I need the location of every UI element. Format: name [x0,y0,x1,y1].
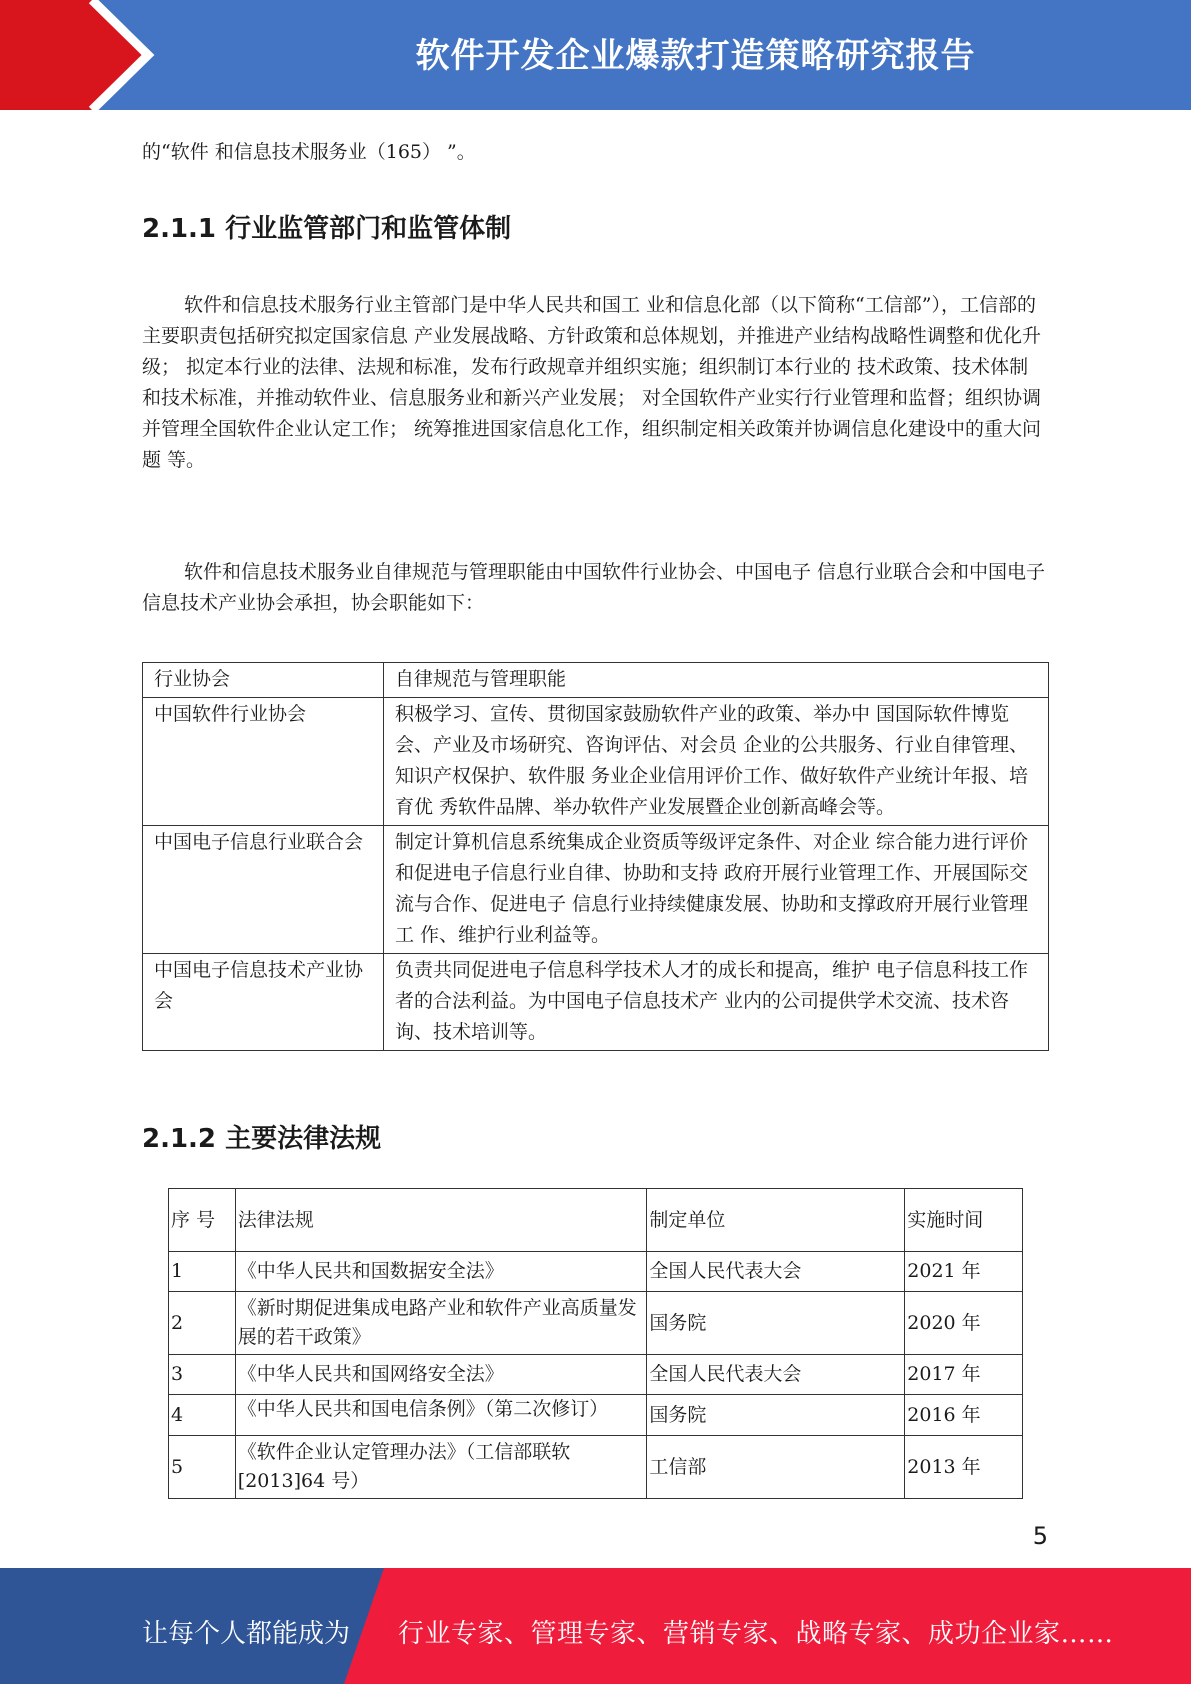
law-name-cell: 《新时期促进集成电路产业和软件产业高质量发展的若干政策》 [235,1292,647,1355]
effective-year-cell: 2020 年 [905,1292,1023,1355]
association-name-cell: 中国软件行业协会 [143,698,384,826]
law-name-cell: 《中华人民共和国数据安全法》 [235,1252,647,1292]
association-table [142,662,1049,1051]
association-duty-cell: 积极学习、宣传、贯彻国家鼓励软件产业的政策、举办中 国国际软件博览会、产业及市场研究、咨询评估、对会员 企业的公共服务、行业自律管理、知识产权保护、软件服 务业企业信用评价工作、做好软件产业统计年报、培育优 秀软件品牌、举办软件产业发展暨企业创新高峰会等。 [384,698,1049,826]
issuer-cell: 工信部 [647,1436,905,1499]
law-name-cell: 《软件企业认定管理办法》（工信部联软[2013]64 号） [235,1436,647,1499]
table-header-row [143,663,1049,698]
issuer-cell: 国务院 [647,1292,905,1355]
table-row [169,1252,1023,1292]
issuer-cell: 国务院 [647,1395,905,1436]
table-header-cell: 自律规范与管理职能 [384,663,1049,698]
table-row [169,1436,1023,1499]
footer-slogan-right: 行业专家、管理专家、营销专家、战略专家、成功企业家…… [398,1619,1114,1649]
laws-table [168,1188,1023,1499]
row-number-cell: 4 [169,1395,236,1436]
intro-line: 的“软件 和信息技术服务业（165） ”。 [142,141,476,163]
table-row [169,1395,1023,1436]
law-name-text: 《中华人民共和国电信条例》（第二次修订） [237,1398,609,1420]
association-duty-cell: 制定计算机信息系统集成企业资质等级评定条件、对企业 综合能力进行评价和促进电子信息行业自律、协助和支持 政府开展行业管理工作、开展国际交流与合作、促进电子 信息行业持续健康发展、协助和支撑政府开展行业管理工 作、维护行业利益等。 [384,826,1049,954]
page-number: 5 [1032,1522,1048,1550]
section-heading-2-1-2: 2.1.2 主要法律法规 [142,1124,382,1154]
page-footer [0,1568,1191,1684]
table-header-cell: 实施时间 [905,1189,1023,1252]
association-duty-cell: 负责共同促进电子信息科学技术人才的成长和提高，维护 电子信息科技工作者的合法利益。为中国电子信息技术产 业内的公司提供学术交流、技术咨询、技术培训等。 [384,954,1049,1051]
issuer-cell: 全国人民代表大会 [647,1252,905,1292]
row-number-cell: 2 [169,1292,236,1355]
table-row [169,1355,1023,1395]
header-chevron-decoration [0,0,300,110]
table-row [143,826,1049,954]
section-heading-2-1-1: 2.1.1 行业监管部门和监管体制 [142,214,512,244]
laws-table-viewport [150,1180,1050,1499]
table-header-cell: 序 号 [169,1189,236,1252]
footer-slogan-left: 让每个人都能成为 [142,1619,351,1649]
table-row [143,698,1049,826]
table-header-cell: 制定单位 [647,1189,905,1252]
association-name-cell: 中国电子信息行业联合会 [143,826,384,954]
effective-year-cell: 2017 年 [905,1355,1023,1395]
table-row [169,1292,1023,1355]
association-name-cell: 中国电子信息技术产业协会 [143,954,384,1051]
page-header [0,0,1191,110]
law-name-cell [235,1395,647,1436]
effective-year-cell: 2021 年 [905,1252,1023,1292]
section1-paragraph-2: 软件和信息技术服务业自律规范与管理职能由中国软件行业协会、中国电子 信息行业联合会和中国电子信息技术产业协会承担，协会职能如下： [142,561,1046,614]
issuer-cell: 全国人民代表大会 [647,1355,905,1395]
effective-year-cell: 2016 年 [905,1395,1023,1436]
table-header-cell: 行业协会 [143,663,384,698]
effective-year-cell: 2013 年 [905,1436,1023,1499]
section1-paragraph-1: 软件和信息技术服务行业主管部门是中华人民共和国工 业和信息化部（以下简称“工信部”），工信部的主要职责包括研究拟定国家信息 产业发展战略、方针政策和总体规划，并推进产业结构战略性调整和优化升级； 拟定本行业的法律、法规和标准，发布行政规章并组织实施；组织制订本行业的 技术政策、技术体制和技术标准，并推动软件业、信息服务业和新兴产业发展； 对全国软件产业实行行业管理和监督；组织协调并管理全国软件企业认定工作； 统筹推进国家信息化工作，组织制定相关政策并协调信息化建设中的重大问题 等。 [142,294,1042,471]
table-header-cell: 法律法规 [235,1189,647,1252]
header-title: 软件开发企业爆款打造策略研究报告 [415,36,976,76]
row-number-cell: 3 [169,1355,236,1395]
law-name-cell: 《中华人民共和国网络安全法》 [235,1355,647,1395]
row-number-cell: 1 [169,1252,236,1292]
table-header-row [169,1189,1023,1252]
row-number-cell: 5 [169,1436,236,1499]
table-row [143,954,1049,1051]
